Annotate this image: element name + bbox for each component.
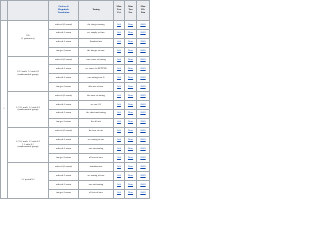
link-none[interactable]: None xyxy=(125,154,137,163)
order-cell: ordered A-norm xyxy=(49,145,79,154)
table-row xyxy=(1,163,150,172)
group-label: 8 ℮ (1 parameter) xyxy=(8,21,49,57)
link-none[interactable]: None xyxy=(125,163,137,172)
link-ssss[interactable]: SSSS xyxy=(137,172,150,181)
link-sos[interactable]: SoS xyxy=(114,101,125,110)
link-ssss[interactable]: SSSS xyxy=(137,109,150,118)
order-cell: integer A-norm xyxy=(49,47,79,56)
link-sos[interactable]: SoS xyxy=(114,47,125,56)
link-none[interactable]: None xyxy=(125,172,137,181)
order-cell: ordered A-norm xyxy=(49,74,79,83)
link-ssss[interactable]: SSSS xyxy=(137,29,150,38)
order-cell: ordered (A-norm) xyxy=(49,56,79,65)
link-sos[interactable]: SoS xyxy=(114,109,125,118)
link-sos[interactable]: SoS xyxy=(114,21,125,30)
link-sos[interactable]: SoS xyxy=(114,181,125,190)
tuning-cell: the integer of tone xyxy=(79,47,114,56)
link-sos[interactable]: SoS xyxy=(114,83,125,92)
link-sos[interactable]: SoS xyxy=(114,127,125,136)
link-none[interactable]: None xyxy=(125,65,137,74)
order-cell: ordered (A-norm) xyxy=(49,92,79,101)
header-col-b: Man Two Err xyxy=(125,1,137,21)
link-sos[interactable]: SoS xyxy=(114,38,125,47)
order-cell: integer A-norm xyxy=(49,118,79,127)
tuning-cell: see simply or time xyxy=(79,29,114,38)
group-label: 1 8 ¢ mult. 1 ¢ ratio 8 ¢ (mathematical group) xyxy=(8,56,49,92)
tuning-cell: see tuning of tone xyxy=(79,172,114,181)
tuning-cell: one tuning tone 8 xyxy=(79,74,114,83)
tuning-cell: simultaneous xyxy=(79,163,114,172)
order-cell: ordered (A-norm) xyxy=(49,21,79,30)
table-header-row xyxy=(1,1,150,21)
link-sos[interactable]: SoS xyxy=(114,163,125,172)
tuning-cell: one unit tuning xyxy=(79,145,114,154)
tuning-cell: the tone of one xyxy=(79,127,114,136)
link-ssss[interactable]: SSSS xyxy=(137,118,150,127)
group-label: 1 ¢ 8 ¢ mult. 1 ¢ ratio 8 ¢ (mathematical group) xyxy=(8,92,49,128)
link-ssss[interactable]: SSSS xyxy=(137,189,150,198)
tuning-cell: the chart unit tuning xyxy=(79,109,114,118)
link-sos[interactable]: SoS xyxy=(114,74,125,83)
tuning-cell: see same As BETTER xyxy=(79,65,114,74)
link-sos[interactable]: SoS xyxy=(114,56,125,65)
link-none[interactable]: None xyxy=(125,189,137,198)
order-cell: ordered A-norm xyxy=(49,101,79,110)
link-none[interactable]: None xyxy=(125,29,137,38)
tuning-cell: all sets of tone xyxy=(79,154,114,163)
order-cell: ordered A-norm xyxy=(49,181,79,190)
tuning-cell: Standard tset xyxy=(79,38,114,47)
order-cell: integer A-norm xyxy=(49,189,79,198)
order-cell: ordered A-norm xyxy=(49,136,79,145)
link-none[interactable]: None xyxy=(125,92,137,101)
link-ssss[interactable]: SSSS xyxy=(137,38,150,47)
group-label: 1 ¢ 8 ¢ mult. 1 ¢ ratio 8 ¢ 1 ¢ ratio 8 ¢ (mathematical group) xyxy=(8,127,49,163)
table-row xyxy=(1,92,150,101)
link-sos[interactable]: SoS xyxy=(114,118,125,127)
order-cell: ordered A-norm xyxy=(49,38,79,47)
order-cell: integer A-norm xyxy=(49,154,79,163)
link-sos[interactable]: SoS xyxy=(114,189,125,198)
order-cell: ordered A-norm xyxy=(49,109,79,118)
link-ssss[interactable]: SSSS xyxy=(137,65,150,74)
link-none[interactable]: None xyxy=(125,74,137,83)
link-sos[interactable]: SoS xyxy=(114,29,125,38)
link-ssss[interactable]: SSSS xyxy=(137,21,150,30)
link-sos[interactable]: SoS xyxy=(114,136,125,145)
link-none[interactable]: None xyxy=(125,38,137,47)
table-row xyxy=(1,56,150,65)
header-orders: Orders of Magnitude Translation xyxy=(49,1,79,21)
link-none[interactable]: None xyxy=(125,118,137,127)
link-none[interactable]: None xyxy=(125,145,137,154)
tuning-cell: see tuning of one xyxy=(79,136,114,145)
order-cell: ordered (A-norm) xyxy=(49,127,79,136)
link-ssss[interactable]: SSSS xyxy=(137,101,150,110)
link-ssss[interactable]: SSSS xyxy=(137,145,150,154)
table-row xyxy=(1,21,150,30)
link-none[interactable]: None xyxy=(125,181,137,190)
header-tuning: Tuning xyxy=(79,1,114,21)
tuning-cell: was a tone of tuning xyxy=(79,56,114,65)
header-col-a: Man Two Est xyxy=(114,1,125,21)
link-none[interactable]: None xyxy=(125,83,137,92)
order-cell: ordered A-norm xyxy=(49,29,79,38)
link-ssss[interactable]: SSSS xyxy=(137,56,150,65)
order-cell: ordered A-norm xyxy=(49,172,79,181)
link-none[interactable]: None xyxy=(125,56,137,65)
order-cell: ordered (A-norm) xyxy=(49,163,79,172)
link-ssss[interactable]: SSSS xyxy=(137,127,150,136)
order-cell: integer A-norm xyxy=(49,83,79,92)
link-ssss[interactable]: SSSS xyxy=(137,136,150,145)
link-ssss[interactable]: SSSS xyxy=(137,181,150,190)
header-label xyxy=(8,1,49,21)
link-ssss[interactable]: SSSS xyxy=(137,83,150,92)
tuning-cell: one unit tuning xyxy=(79,181,114,190)
link-ssss[interactable]: SSSS xyxy=(137,92,150,101)
tuning-cell: the same of tuning xyxy=(79,92,114,101)
link-sos[interactable]: SoS xyxy=(114,172,125,181)
row-number: 1 xyxy=(1,21,8,199)
link-none[interactable]: None xyxy=(125,136,137,145)
link-ssss[interactable]: SSSS xyxy=(137,47,150,56)
order-cell: ordered A-norm xyxy=(49,65,79,74)
tuning-cell: all sets of tone xyxy=(79,189,114,198)
header-num xyxy=(1,1,8,21)
link-sos[interactable]: SoS xyxy=(114,154,125,163)
link-none[interactable]: None xyxy=(125,21,137,30)
link-none[interactable]: None xyxy=(125,47,137,56)
link-none[interactable]: None xyxy=(125,127,137,136)
header-col-c: Man File Ran xyxy=(137,1,150,21)
link-ssss[interactable]: SSSS xyxy=(137,74,150,83)
link-none[interactable]: None xyxy=(125,101,137,110)
link-sos[interactable]: SoS xyxy=(114,92,125,101)
link-ssss[interactable]: SSSS xyxy=(137,154,150,163)
link-sos[interactable]: SoS xyxy=(114,65,125,74)
link-sos[interactable]: SoS xyxy=(114,145,125,154)
link-ssss[interactable]: SSSS xyxy=(137,163,150,172)
tuning-cell: the integer tuning xyxy=(79,21,114,30)
link-none[interactable]: None xyxy=(125,109,137,118)
tuning-cell: the all sets xyxy=(79,118,114,127)
tuning-cell: see one 8 ¢ xyxy=(79,101,114,110)
tuning-comparison-table xyxy=(0,0,150,199)
group-label: 1 ¢ period 8 ¢ xyxy=(8,163,49,199)
table-row xyxy=(1,127,150,136)
tuning-cell: this sets of tone xyxy=(79,83,114,92)
